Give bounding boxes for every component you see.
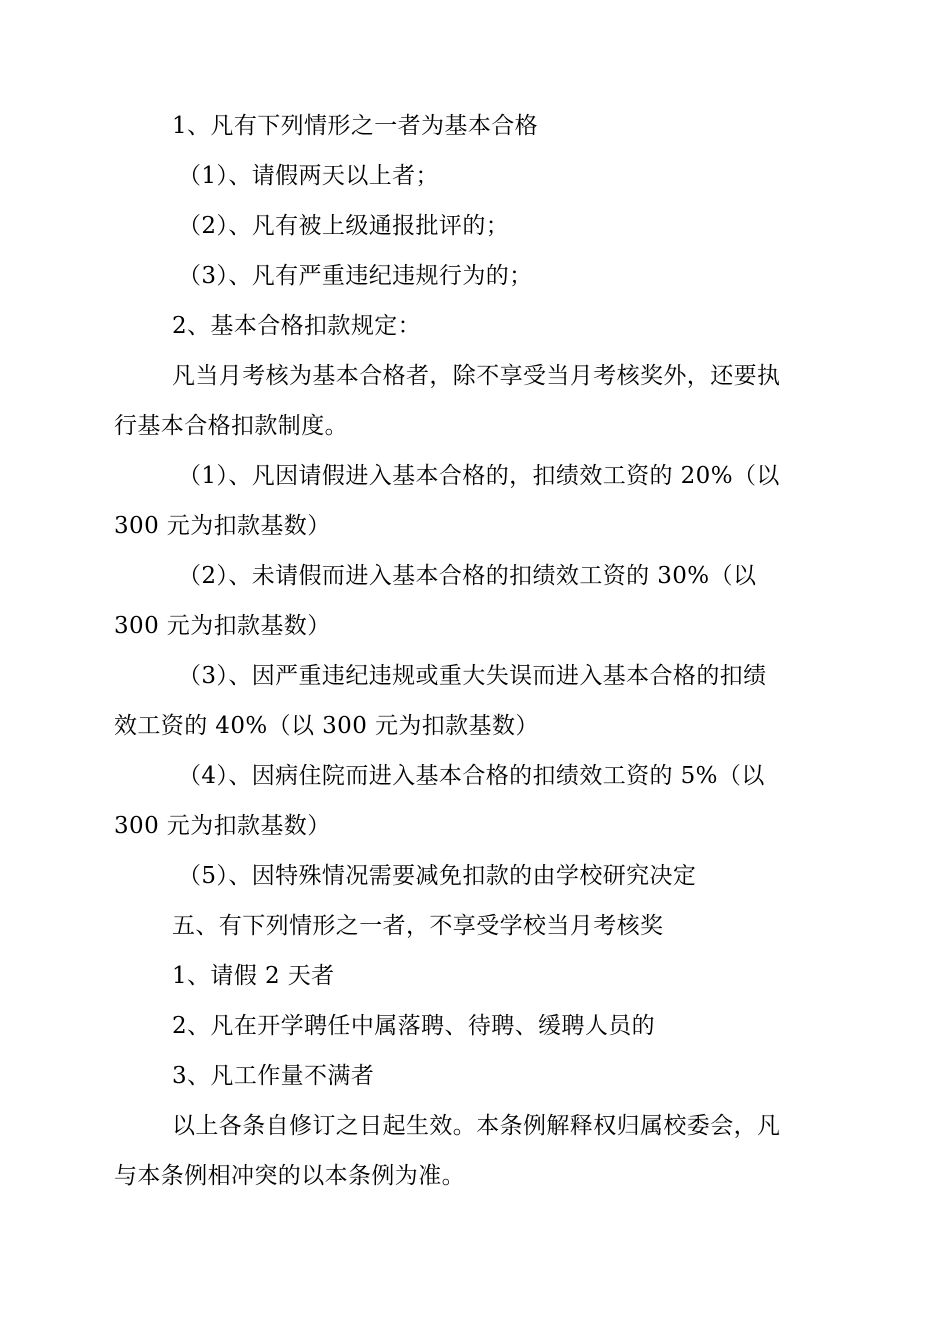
text-line: （5）、因特殊情况需要减免扣款的由学校研究决定 xyxy=(178,863,697,889)
text-line: 行基本合格扣款制度。 xyxy=(114,413,348,439)
text-line: 1、请假 2 天者 xyxy=(172,963,335,989)
text-line: 300 元为扣款基数） xyxy=(114,813,331,839)
text-line: （2）、未请假而进入基本合格的扣绩效工资的 30%（以 xyxy=(178,563,757,589)
text-line: 1、凡有下列情形之一者为基本合格 xyxy=(172,113,539,139)
text-line: （1）、请假两天以上者； xyxy=(178,163,439,189)
text-line: 3、凡工作量不满者 xyxy=(172,1063,375,1089)
text-line: （2）、凡有被上级通报批评的； xyxy=(178,213,510,239)
text-line: （3）、凡有严重违纪违规行为的； xyxy=(178,263,533,289)
text-line: 300 元为扣款基数） xyxy=(114,513,331,539)
text-line: 凡当月考核为基本合格者，除不享受当月考核奖外，还要执 xyxy=(172,363,781,389)
text-line: 2、凡在开学聘任中属落聘、待聘、缓聘人员的 xyxy=(172,1013,656,1039)
text-line: 2、基本合格扣款规定： xyxy=(172,313,422,339)
text-line: （3）、因严重违纪违规或重大失误而进入基本合格的扣绩 xyxy=(178,663,767,689)
text-line: （4）、因病住院而进入基本合格的扣绩效工资的 5%（以 xyxy=(178,763,765,789)
text-line: （1）、凡因请假进入基本合格的，扣绩效工资的 20%（以 xyxy=(178,463,780,489)
text-line: 300 元为扣款基数） xyxy=(114,613,331,639)
text-line: 与本条例相冲突的以本条例为准。 xyxy=(114,1163,465,1189)
text-line: 以上各条自修订之日起生效。本条例解释权归属校委会，凡 xyxy=(172,1113,781,1139)
text-line: 效工资的 40%（以 300 元为扣款基数） xyxy=(114,713,539,739)
text-line: 五、有下列情形之一者，不享受学校当月考核奖 xyxy=(172,913,664,939)
